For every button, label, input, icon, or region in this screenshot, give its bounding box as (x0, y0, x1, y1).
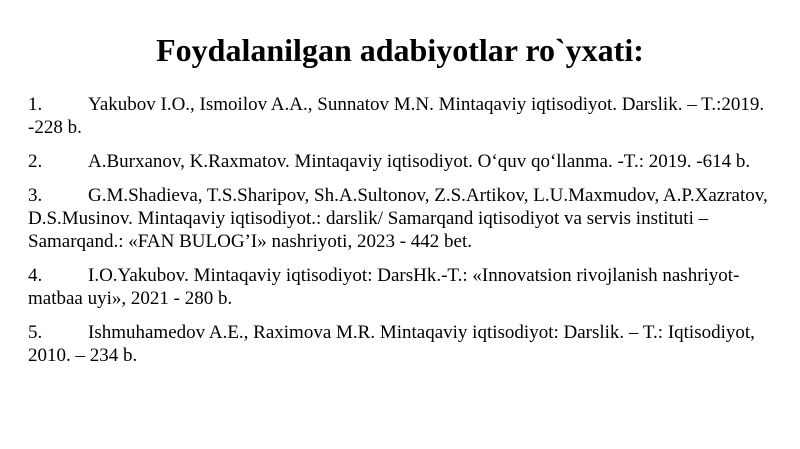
reference-number: 1. (28, 94, 43, 115)
reference-number: 5. (28, 322, 43, 343)
reference-text: Yakubov I.O., Ismoilov A.A., Sunnatov M.N. Mintaqaviy iqtisodiyot. Darslik. – T.:2019. -228 b. (28, 94, 765, 138)
reference-text: Ishmuhamedov A.E., Raximova M.R. Mintaqaviy iqtisodiyot: Darslik. – T.: Iqtisodiyot, 2010. – 234 b. (28, 322, 755, 366)
reference-item (28, 93, 778, 139)
reference-item (28, 321, 778, 367)
reference-item (28, 264, 778, 310)
reference-text: A.Burxanov, K.Raxmatov. Mintaqaviy iqtisodiyot. O‘quv qo‘llanma. -T.: 2019. -614 b. (88, 151, 751, 172)
reference-item (28, 150, 778, 173)
reference-number: 4. (28, 265, 43, 286)
reference-text: I.O.Yakubov. Mintaqaviy iqtisodiyot: DarsHk.-T.: «Innovatsion rivojlanish nashriyot-matbaa uyi», 2021 - 280 b. (28, 265, 740, 309)
slide-title: Foydalanilgan adabiyotlar ro`yxati: (156, 32, 644, 68)
reference-text: G.M.Shadieva, T.S.Sharipov, Sh.A.Sultonov, Z.S.Artikov, L.U.Maxmudov, A.P.Xazratov, D.S.Musinov. Mintaqaviy iqtisodiyot.: darslik/ Samarqand iqtisodiyot va servis instituti – Samarqand.: «FAN BULOG’I» nashriyoti, 2023 - 442 bet. (28, 185, 768, 252)
reference-number: 3. (28, 185, 43, 206)
reference-list (28, 93, 778, 378)
reference-number: 2. (28, 151, 43, 172)
reference-item (28, 184, 778, 253)
